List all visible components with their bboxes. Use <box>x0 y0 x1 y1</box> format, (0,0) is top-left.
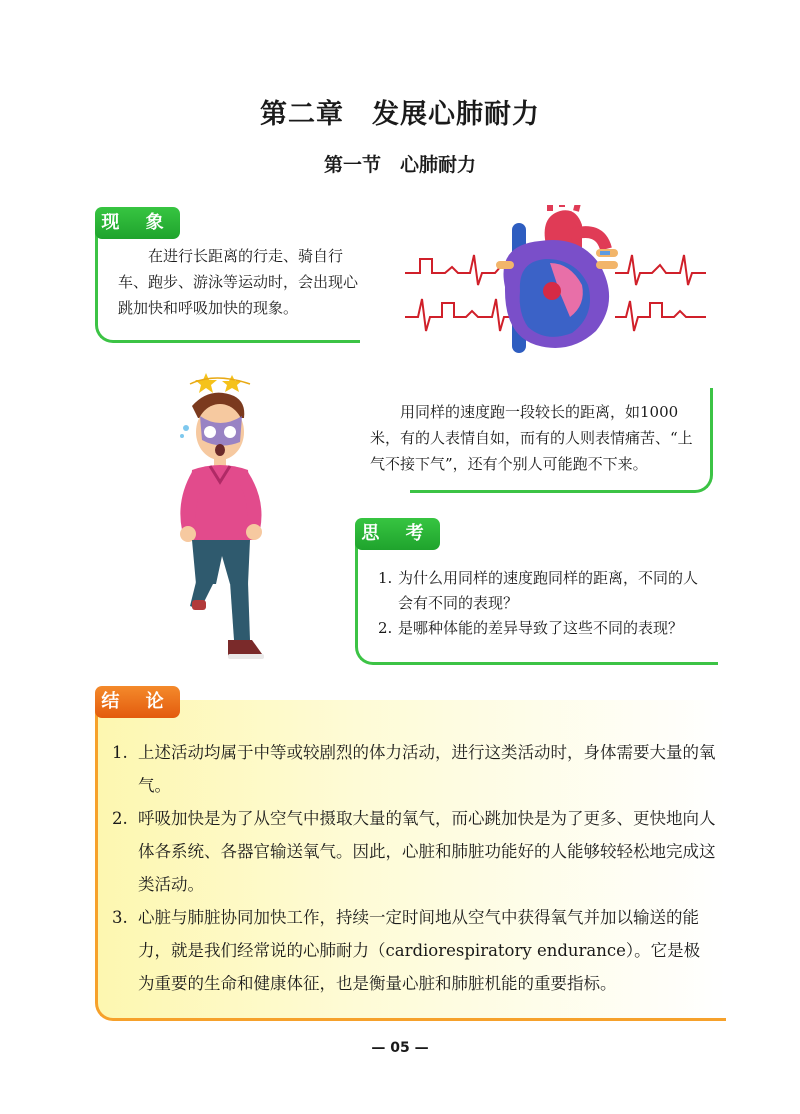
conclusion-item-text: 心脏与肺脏协同加快工作，持续一定时间地从空气中获得氧气并加以输送的能力，就是我们经常说的心肺耐力（cardiorespiratory endurance）。它是极为重要的生命和健康体征，也是衡量心脏和肺脏机能的重要指标。 <box>138 908 701 993</box>
phenomenon-text: 在进行长距离的行走、骑自行车、跑步、游泳等运动时，会出现心跳加快和呼吸加快的现象。 <box>118 247 359 317</box>
thinking-item <box>378 566 718 616</box>
section-title: 第一节 心肺耐力 <box>323 154 476 176</box>
thinking-list <box>378 566 718 641</box>
thinking-item-number: 2. <box>378 619 393 637</box>
dizzy-stars-icon <box>190 373 250 393</box>
conclusion-tag: 结 论 <box>95 686 180 718</box>
conclusion-item-text: 上述活动均属于中等或较剧烈的体力活动，进行这类活动时，身体需要大量的氧气。 <box>138 743 716 795</box>
thinking-item-text: 为什么用同样的速度跑同样的距离，不同的人会有不同的表现？ <box>398 569 699 612</box>
conclusion-item-number: 1. <box>112 743 128 762</box>
conclusion-item <box>112 736 716 802</box>
conclusion-item-number: 3. <box>112 908 128 927</box>
conclusion-item <box>112 901 716 1000</box>
tired-runner-illustration <box>170 370 280 670</box>
conclusion-list <box>112 736 716 1000</box>
phenomenon-tag: 现 象 <box>95 207 180 239</box>
thinking-item-number: 1. <box>378 569 393 587</box>
observation-text: 用同样的速度跑一段较长的距离，如1000米，有的人表情自如，而有的人则表情痛苦、“上气不接下气”，还有个别人可能跑不下来。 <box>370 403 693 473</box>
conclusion-item-text: 呼吸加快是为了从空气中摄取大量的氧气，而心跳加快是为了更多、更快地向人体各系统、各器官输送氧气。因此，心脏和肺脏功能好的人能够较轻松地完成这类活动。 <box>138 809 716 894</box>
thinking-item <box>378 616 718 641</box>
page-number: — 05 — <box>371 1040 429 1056</box>
chapter-title: 第二章 发展心肺耐力 <box>260 99 540 130</box>
thinking-tag: 思 考 <box>355 518 440 550</box>
heart-ecg-illustration <box>400 205 712 357</box>
thinking-item-text: 是哪种体能的差异导致了这些不同的表现？ <box>398 619 684 637</box>
conclusion-item <box>112 802 716 901</box>
heart-graphic <box>496 205 618 353</box>
conclusion-item-number: 2. <box>112 809 128 828</box>
